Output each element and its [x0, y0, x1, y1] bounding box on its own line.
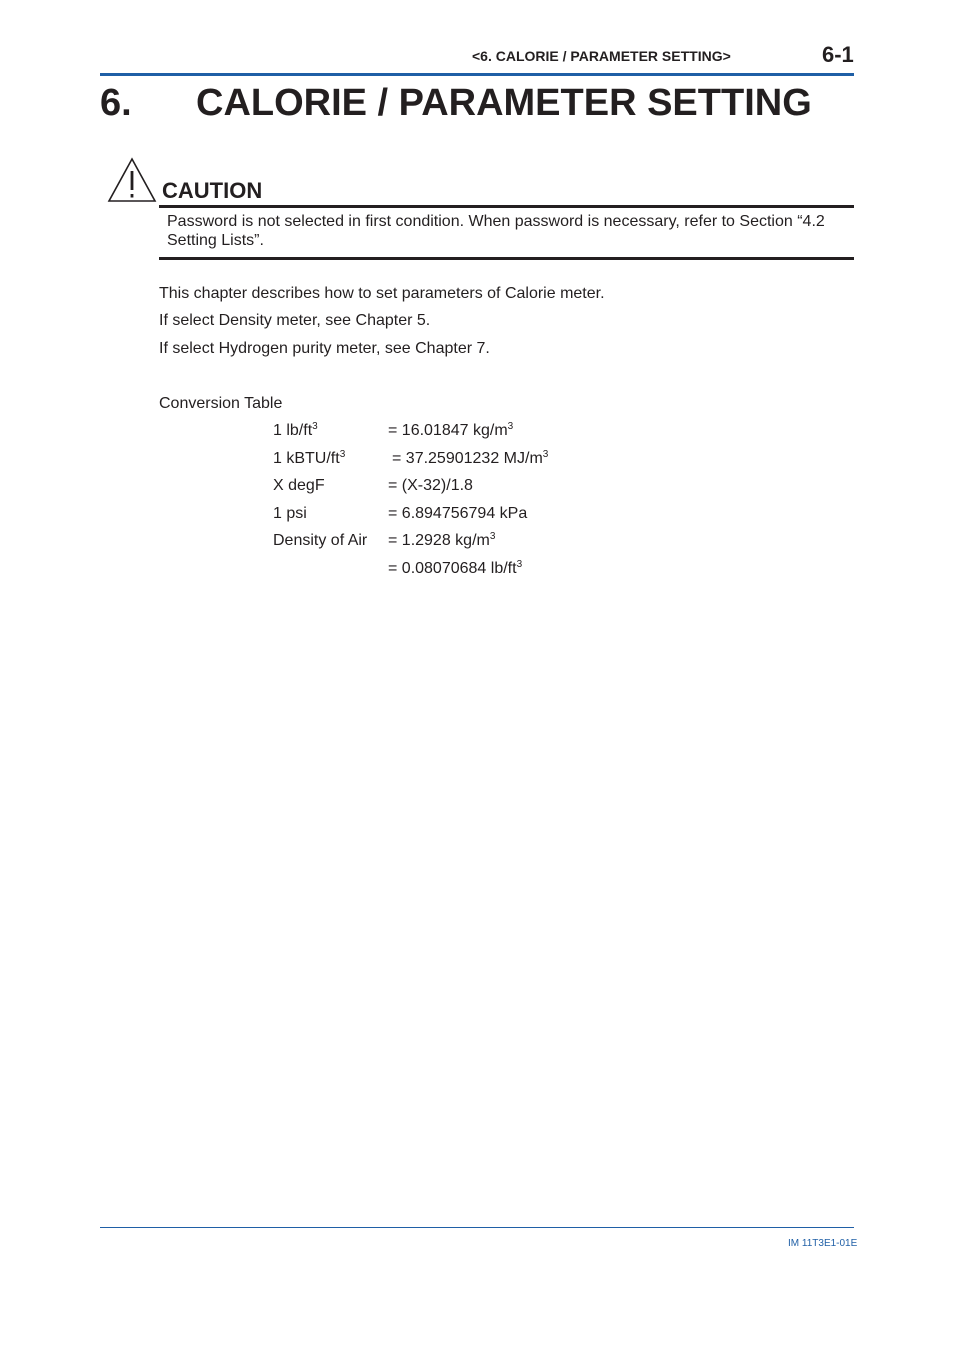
body-paragraph: If select Density meter, see Chapter 5.: [159, 312, 431, 329]
chapter-title: CALORIE / PARAMETER SETTING: [196, 82, 812, 124]
caution-label: CAUTION: [162, 178, 263, 203]
body-paragraph: This chapter describes how to set parameters of Calorie meter.: [159, 285, 605, 302]
caution-bottom-rule: [159, 257, 854, 260]
conversion-value: = 6.894756794 kPa: [388, 505, 528, 522]
conversion-value: = 16.01847 $kg/m^3$: [388, 421, 514, 439]
caution-top-rule: [159, 205, 854, 208]
document-id: IM 11T3E1-01E: [788, 1238, 858, 1249]
caution-text: Password is not selected in first condition. When password is necessary, refer to Section “4.2 Setting Lists”.: [167, 213, 825, 249]
conversion-value: = 0.08070684 $lb/ft^3$: [388, 559, 523, 577]
page-number: 6-1: [822, 42, 854, 67]
warning-triangle-icon: [107, 157, 157, 203]
footer-rule: [100, 1227, 854, 1228]
conversion-unit: 1 psi: [273, 505, 307, 522]
conversion-value: = 37.25901232 $MJ/m^3$: [392, 449, 549, 467]
conversion-unit: X degF: [273, 477, 325, 494]
body-paragraph: If select Hydrogen purity meter, see Chapter 7.: [159, 340, 490, 357]
conversion-unit: Density of Air: [273, 532, 368, 549]
running-header: <6. CALORIE / PARAMETER SETTING>: [472, 48, 731, 64]
conversion-value: = 1.2928 $kg/m^3$: [388, 531, 496, 549]
chapter-number: 6.: [100, 82, 132, 124]
header-rule: [100, 73, 854, 76]
conversion-value: = (X-32)/1.8: [388, 477, 473, 494]
conversion-unit: 1 kBTU/$ft^3$: [273, 449, 346, 467]
conversion-unit: 1 $lb/ft^3$: [273, 421, 318, 439]
conversion-table-title: Conversion Table: [159, 395, 283, 412]
